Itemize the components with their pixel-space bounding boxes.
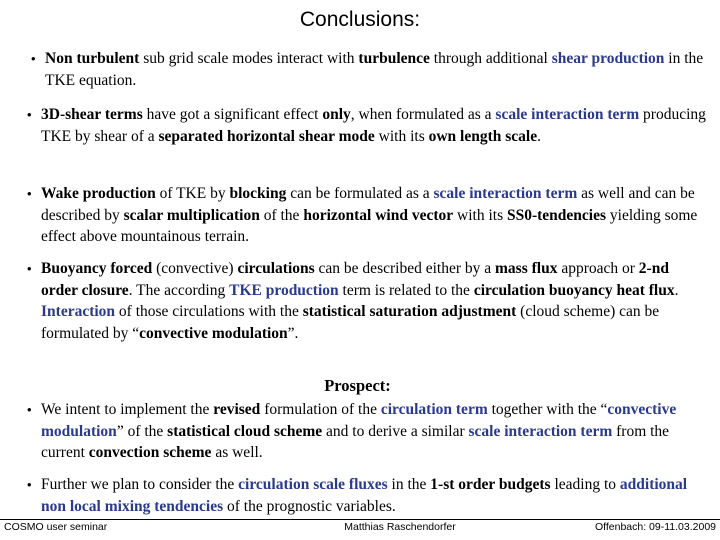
bullet-text-segment: from the current	[41, 422, 670, 461]
bullet-text-segment: mass flux	[495, 260, 558, 277]
bullet-text-segment: approach or	[557, 260, 639, 277]
bullet-text-segment: 2-nd order closure	[41, 260, 669, 299]
bullet-text-segment: convective modulation	[41, 401, 677, 440]
bullet-text-segment: We intent to implement the	[41, 401, 214, 418]
bullet-text-segment: blocking	[229, 185, 287, 202]
bullet-text-segment: scale interaction term	[433, 185, 578, 202]
bullet-text-segment: with its	[374, 127, 429, 145]
bullet-text-segment: horizontal wind vector	[303, 206, 454, 224]
bullet-text-segment: circulation term	[380, 401, 488, 418]
bullet-text-segment: Non turbulent	[45, 50, 140, 67]
bullet-text-segment: have got a significant effect	[142, 106, 323, 123]
bullet-text-segment: can be formulated as a	[286, 185, 434, 202]
bullet-text-segment: as well.	[211, 444, 263, 461]
bullet-text-segment: statistical saturation adjustment	[302, 303, 517, 320]
footer-left: COSMO user seminar	[4, 521, 108, 533]
bullet-text-segment: of the prognostic variables.	[223, 497, 396, 515]
bullet-text-segment: sub grid scale modes interact with	[139, 50, 359, 67]
bullet-text-segment: 3D-shear terms	[41, 106, 143, 123]
bullet-text-segment: producing TKE by shear of a	[41, 106, 706, 145]
bullet-text-segment: formulation of the	[260, 401, 381, 418]
bullet-text-segment: 1-st order budgets	[430, 476, 551, 493]
prospect-heading: Prospect:	[324, 376, 391, 395]
bullet-text-segment: in the TKE equation.	[45, 50, 704, 89]
bullet-intent	[27, 399, 716, 464]
bullet-text-segment: and to derive a similar	[322, 422, 469, 440]
bullet-text-segment: ”.	[287, 324, 299, 342]
bullet-text-segment: in the	[387, 476, 431, 493]
bullet-text-segment: leading to	[550, 476, 620, 493]
bullet-text-segment: can be described either by a	[314, 260, 495, 277]
bullet-text-segment: TKE production	[229, 281, 339, 299]
bullet-text-segment: turbulence	[358, 50, 430, 67]
bullet-buoyancy	[27, 258, 696, 344]
bullet-text-segment: convection scheme	[88, 444, 212, 461]
bullet-text-segment: Interaction	[41, 303, 116, 320]
bullet-text-segment: through additional	[429, 50, 552, 67]
footer-right: Offenbach: 09-11.03.2009	[594, 521, 716, 533]
footer-center: Matthias Raschendorfer	[344, 521, 456, 533]
bullet-text-segment: statistical cloud scheme	[167, 422, 323, 440]
bullet-further	[27, 474, 711, 517]
bullet-text-segment: scale interaction term	[468, 422, 613, 440]
footer-divider	[0, 519, 720, 520]
bullet-text-segment: ” of the	[116, 422, 168, 440]
bullet-text-segment: term is related to the	[338, 281, 474, 299]
bullet-wake-production	[27, 183, 716, 248]
bullet-text-segment: as well and can be described by	[41, 185, 695, 224]
bullet-text-segment: Further we plan to consider the	[41, 476, 239, 493]
bullet-text-segment: separated horizontal shear mode	[158, 127, 375, 145]
bullet-text-segment: Wake production	[41, 185, 156, 202]
bullet-text-segment: own length scale	[428, 127, 538, 145]
bullet-text-segment: only	[322, 106, 351, 123]
bullet-text-segment: with its	[453, 206, 507, 224]
slide-title: Conclusions:	[299, 8, 421, 31]
bullet-text-segment: (convective)	[152, 260, 238, 277]
bullet-text-segment: (cloud scheme) can be formulated by “	[41, 303, 660, 342]
bullet-text-segment: scale interaction term	[495, 106, 640, 123]
bullet-3d-shear	[27, 104, 716, 147]
bullet-text-segment: convective modulation	[139, 324, 288, 342]
bullet-text-segment: .	[537, 127, 541, 145]
bullet-text-segment: yielding some effect above mountainous terrain.	[41, 206, 698, 245]
bullet-text-segment: SS0-tendencies	[506, 206, 607, 224]
bullet-text-segment: . The according	[128, 281, 230, 299]
bullet-text-segment: , when formulated as a	[350, 106, 496, 123]
bullet-text-segment: together with the “	[487, 401, 608, 418]
bullet-text-segment: .	[674, 281, 679, 299]
bullet-text-segment: of TKE by	[155, 185, 230, 202]
bullet-text-segment: of those circulations with the	[115, 303, 303, 320]
bullet-text-segment: scalar multiplication	[123, 206, 260, 224]
bullet-text-segment: circulation buoyancy heat flux	[473, 281, 675, 299]
bullet-text-segment: circulations	[237, 260, 315, 277]
bullet-text-segment: Buoyancy forced	[41, 260, 153, 277]
bullet-text-segment: additional non local mixing tendencies	[41, 476, 688, 515]
bullet-text-segment: shear production	[551, 50, 665, 67]
bullet-text-segment: of the	[259, 206, 304, 224]
bullet-text-segment: revised	[213, 401, 261, 418]
bullet-non-turbulent	[31, 48, 705, 91]
bullet-text-segment: circulation scale fluxes	[238, 476, 388, 493]
